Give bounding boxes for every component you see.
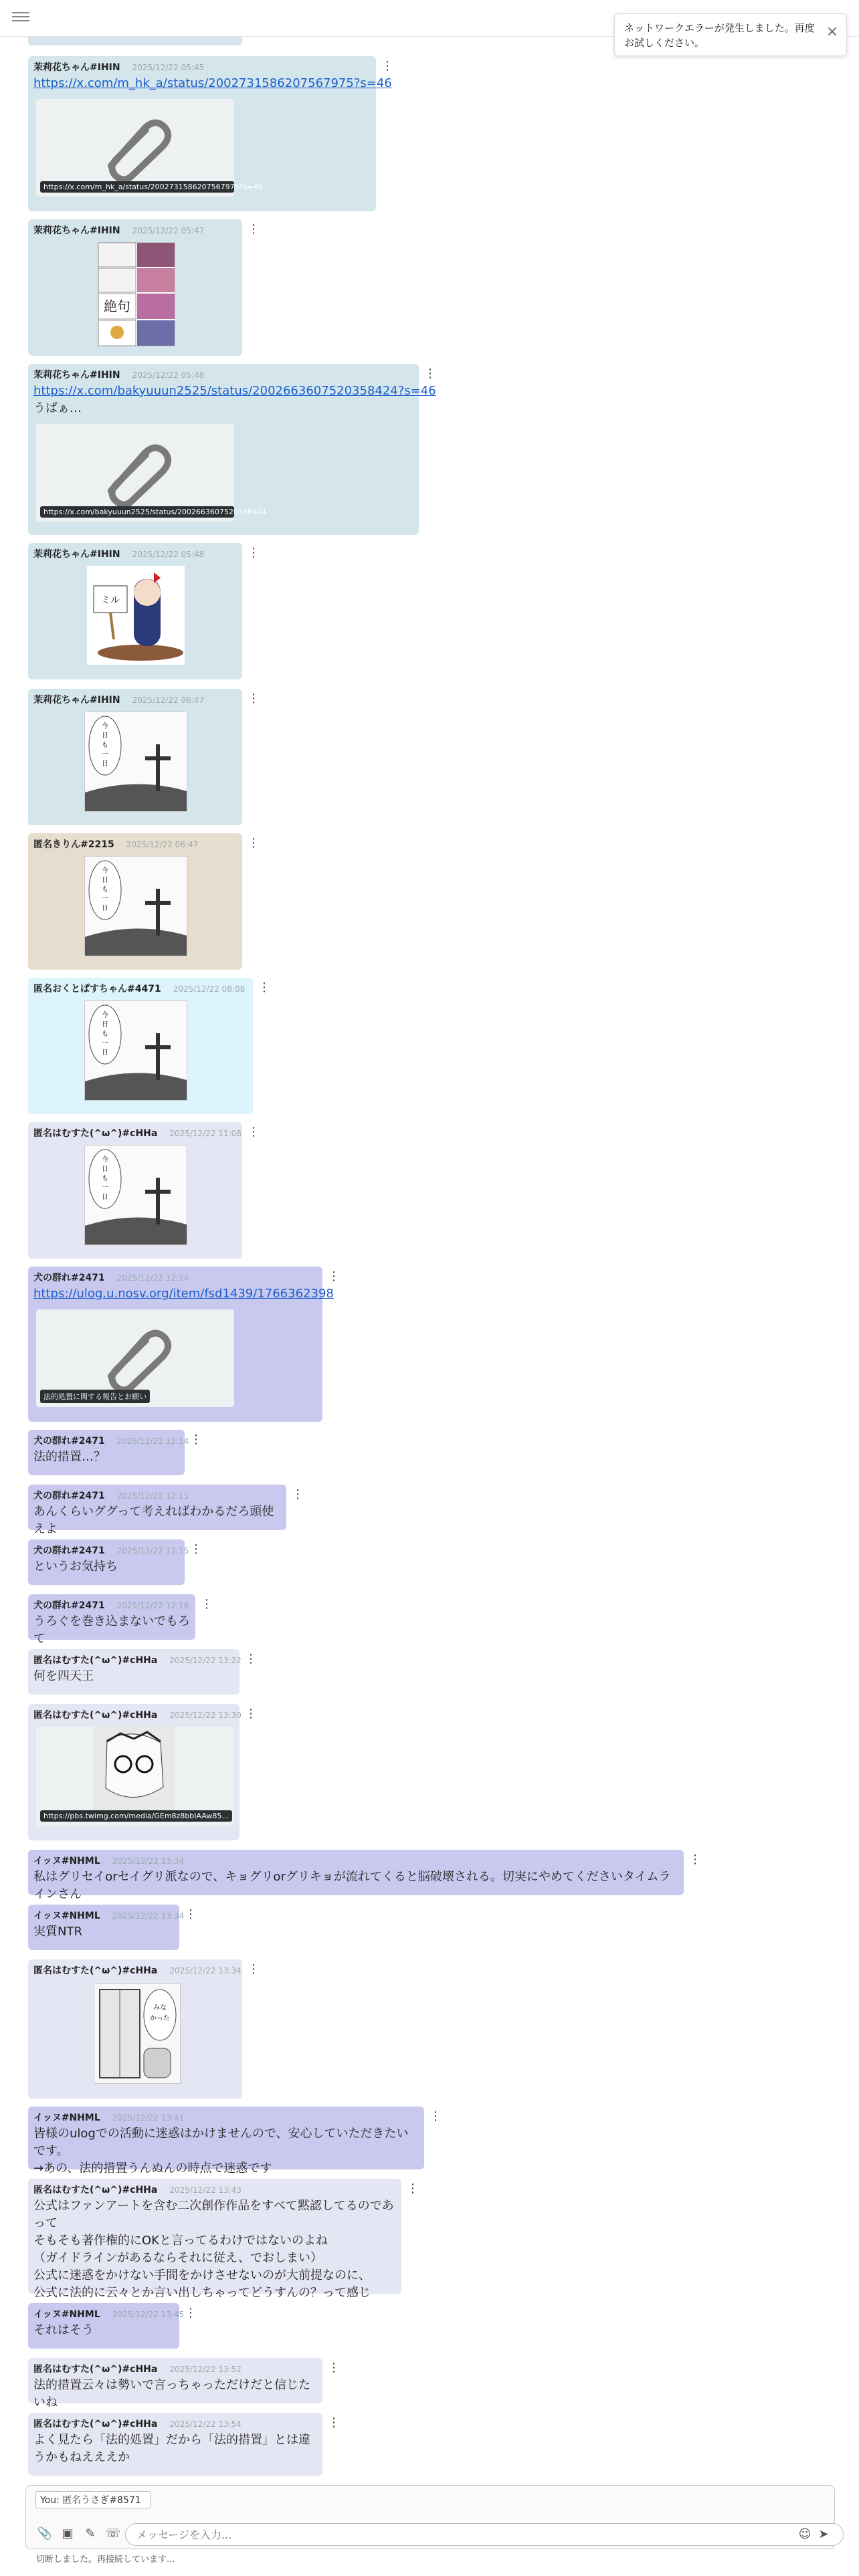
more-menu-icon[interactable]: ⋮ — [190, 1542, 202, 1556]
message-header — [33, 1489, 281, 1503]
more-menu-icon[interactable]: ⋮ — [328, 2416, 340, 2430]
grave-cross-image[interactable] — [84, 712, 187, 812]
message — [28, 2358, 340, 2409]
message-text: あんくらいググって考えればわかるだろ頭使えよ — [33, 1505, 274, 1536]
message-header — [33, 1543, 189, 1558]
message — [28, 1649, 257, 1695]
timestamp: 2025/12/22 11:08 — [169, 1129, 242, 1138]
timestamp: 2025/12/22 13:45 — [112, 2310, 185, 2319]
username: ⁡茉莉花ちゃん⁡#IHIN — [33, 370, 120, 381]
more-menu-icon[interactable]: ⋮ — [245, 1652, 257, 1666]
username: 匿名きりん#2215 — [33, 839, 114, 850]
svg-text:日: 日 — [102, 1166, 108, 1173]
more-menu-icon[interactable]: ⋮ — [190, 1432, 202, 1446]
message-header — [33, 2307, 185, 2322]
message-header — [33, 60, 371, 75]
connection-status: 切断しました。再接続しています... — [36, 2555, 175, 2565]
timestamp: 2025/12/22 06:47 — [126, 840, 199, 849]
svg-text:絶句: 絶句 — [104, 298, 130, 314]
username: 匿名はむすた(^ω^)#cHHa — [33, 1710, 158, 1721]
message-input[interactable] — [125, 2523, 844, 2546]
timestamp: 2025/12/22 12:15 — [116, 1491, 189, 1501]
svg-text:今: 今 — [102, 1012, 108, 1019]
username: 犬の群れ#2471 — [33, 1491, 105, 1501]
preview-caption: 法的処置に関する報告とお願い — [40, 1390, 150, 1403]
timestamp: 2025/12/22 05:45 — [132, 63, 205, 72]
svg-text:一: 一 — [102, 751, 108, 758]
username: 匿名はむすた(^ω^)#cHHa — [33, 1965, 158, 1976]
grave-cross-image[interactable] — [84, 1000, 187, 1101]
toast-message: ネットワークエラーが発生しました。再度お試しください。 — [624, 22, 815, 49]
message — [28, 543, 260, 679]
more-menu-icon[interactable]: ⋮ — [185, 2306, 197, 2320]
more-menu-icon[interactable]: ⋮ — [292, 1487, 304, 1501]
message — [28, 978, 270, 1114]
message — [28, 1905, 197, 1950]
manga-door-image[interactable] — [94, 1983, 181, 2084]
message-header — [33, 2111, 419, 2125]
svg-text:も: も — [102, 1031, 108, 1038]
hamburger-menu-icon[interactable] — [12, 9, 29, 24]
girl-holding-sign-image[interactable] — [87, 566, 185, 665]
username-field[interactable] — [35, 2491, 151, 2508]
timestamp: 2025/12/22 13:41 — [112, 2113, 185, 2123]
svg-text:日: 日 — [102, 905, 108, 912]
more-menu-icon[interactable]: ⋮ — [424, 366, 436, 381]
message-header — [33, 2417, 317, 2432]
message — [28, 56, 393, 211]
message-text: よく見たら「法的処置」だから「法的措置」とは違うかもねえええか — [33, 2433, 310, 2464]
message-header — [33, 1126, 242, 1141]
message — [28, 2107, 442, 2175]
more-menu-icon[interactable]: ⋮ — [248, 546, 260, 560]
message-header — [33, 2362, 317, 2377]
svg-text:日: 日 — [102, 1049, 108, 1057]
message-header — [33, 693, 237, 708]
message — [28, 2179, 419, 2300]
more-menu-icon[interactable]: ⋮ — [407, 2181, 419, 2195]
more-menu-icon[interactable]: ⋮ — [248, 1125, 260, 1139]
message — [28, 689, 260, 825]
timestamp: 2025/12/22 12:14 — [116, 1273, 189, 1283]
timestamp: 2025/12/22 12:15 — [116, 1546, 189, 1555]
preview-caption: https://x.com/m_hk_a/status/2002731586207567975?s=46 — [40, 181, 234, 193]
svg-text:みな: みな — [153, 2004, 167, 2012]
svg-text:日: 日 — [102, 732, 108, 740]
more-menu-icon[interactable]: ⋮ — [430, 2109, 442, 2123]
timestamp: 2025/12/22 05:48 — [132, 370, 205, 380]
grave-cross-image[interactable] — [84, 1145, 187, 1245]
username: 匿名はむすた(^ω^)#cHHa — [33, 2185, 158, 2195]
more-menu-icon[interactable]: ⋮ — [689, 1852, 701, 1866]
message — [28, 1959, 260, 2099]
more-menu-icon[interactable]: ⋮ — [328, 2361, 340, 2375]
message-header — [33, 1909, 185, 1923]
svg-text:日: 日 — [102, 1021, 108, 1029]
timestamp: 2025/12/22 13:54 — [169, 2420, 242, 2429]
username: 犬の群れ#2471 — [33, 1273, 105, 1283]
timestamp: 2025/12/22 06:47 — [132, 695, 205, 705]
link-preview[interactable] — [36, 1309, 234, 1407]
more-menu-icon[interactable]: ⋮ — [201, 1597, 213, 1611]
message-header — [33, 2183, 396, 2197]
message — [28, 1850, 701, 1901]
grave-cross-image[interactable] — [84, 856, 187, 956]
username: ⁡茉莉花ちゃん⁡#IHIN — [33, 62, 120, 73]
more-menu-icon[interactable]: ⋮ — [381, 59, 393, 73]
timestamp: 2025/12/22 13:34 — [112, 1911, 185, 1921]
timestamp: 2025/12/22 13:30 — [169, 1711, 242, 1720]
timestamp: 2025/12/22 13:22 — [169, 1656, 242, 1665]
message-text: 法的措置云々は勢いで言っちゃっただけだと信じたいね — [33, 2378, 310, 2409]
timestamp: 2025/12/22 13:34 — [112, 1856, 185, 1866]
message-header — [33, 1598, 190, 1613]
draw-icon[interactable]: ✎ — [85, 2527, 96, 2541]
username: 犬の群れ#2471 — [33, 1600, 105, 1611]
close-icon[interactable]: × — [826, 23, 839, 40]
svg-text:も: も — [102, 886, 108, 893]
link-preview[interactable] — [36, 99, 263, 197]
message-header — [33, 1653, 242, 1668]
timestamp: 2025/12/22 12:14 — [116, 1436, 189, 1446]
message-text: 法的措置…？ — [33, 1450, 106, 1464]
message-text: うろぐを巻き込まないでもろて — [33, 1614, 190, 1646]
more-menu-icon[interactable]: ⋮ — [248, 836, 260, 850]
username: 犬の群れ#2471 — [33, 1436, 105, 1446]
timestamp: 2025/12/22 05:47 — [132, 226, 205, 235]
message-header — [33, 1963, 242, 1978]
message-header — [33, 223, 237, 238]
preview-caption: https://x.com/bakyuuun2525/status/2002663607520358424 — [40, 506, 234, 518]
username: 犬の群れ#2471 — [33, 1545, 105, 1556]
svg-text:かった: かった — [150, 2015, 170, 2022]
message-text: 実質NTR — [33, 1925, 82, 1939]
message-header — [33, 1708, 242, 1723]
message-link[interactable]: https://x.com/m_hk_a/status/2002731586207567975?s=46 — [33, 76, 392, 90]
message-text: うぱぁ… — [33, 401, 82, 415]
message — [28, 1704, 257, 1840]
username: 匿名はむすた(^ω^)#cHHa — [33, 1655, 158, 1666]
more-menu-icon[interactable]: ⋮ — [258, 980, 270, 994]
username: イッヌ#NHML — [33, 2113, 100, 2123]
svg-text:日: 日 — [102, 760, 108, 768]
image-upload-icon[interactable]: ▣ — [62, 2527, 74, 2541]
username: イッヌ#NHML — [33, 2309, 100, 2320]
username: ⁡茉莉花ちゃん⁡#IHIN — [33, 225, 120, 236]
message-header — [33, 982, 248, 996]
more-menu-icon[interactable]: ⋮ — [248, 1962, 260, 1976]
username: イッヌ#NHML — [33, 1911, 100, 1921]
message-link[interactable]: https://ulog.u.nosv.org/item/fsd1439/1766362398 — [33, 1287, 334, 1301]
svg-text:日: 日 — [102, 1194, 108, 1201]
emoji-icon[interactable]: ☺ — [798, 2527, 812, 2541]
more-menu-icon[interactable]: ⋮ — [185, 1907, 197, 1921]
svg-text:今: 今 — [102, 723, 108, 730]
link-preview[interactable] — [36, 424, 266, 522]
paperclip-icon — [96, 114, 174, 178]
timestamp: 2025/12/22 12:16 — [116, 1601, 189, 1610]
username: ⁡匿名おくとぱすちゃん⁡#4471 — [33, 984, 161, 994]
paperclip-icon — [96, 1324, 174, 1388]
username: 匿名はむすた(^ω^)#cHHa — [33, 2419, 158, 2430]
preview-caption: https://pbs.twimg.com/media/GEm8z8bbIAAw85... — [40, 1810, 232, 1822]
timestamp: 2025/12/22 13:43 — [169, 2185, 242, 2195]
svg-text:一: 一 — [102, 895, 108, 903]
glasses-man-image[interactable] — [36, 1727, 234, 1826]
message-header — [33, 1271, 317, 1285]
more-menu-icon[interactable]: ⋮ — [248, 222, 260, 236]
svg-text:一: 一 — [102, 1040, 108, 1047]
send-icon[interactable]: ➤ — [818, 2527, 829, 2541]
message-header — [33, 837, 237, 852]
message — [28, 1594, 213, 1646]
timestamp: 2025/12/22 08:08 — [173, 984, 246, 994]
call-icon[interactable]: ☏ — [105, 2527, 121, 2541]
timestamp: 2025/12/22 05:48 — [132, 550, 205, 559]
timestamp: 2025/12/22 13:34 — [169, 1966, 242, 1975]
message — [28, 1485, 304, 1536]
error-toast — [614, 13, 847, 56]
svg-text:日: 日 — [102, 877, 108, 884]
message-text: それはそう — [33, 2323, 94, 2337]
composer — [25, 2485, 835, 2549]
message-header — [33, 368, 413, 383]
message — [28, 2303, 197, 2349]
message-header — [33, 1434, 189, 1448]
svg-text:今: 今 — [102, 1156, 108, 1164]
more-menu-icon[interactable]: ⋮ — [248, 691, 260, 706]
username: イッヌ#NHML — [33, 1856, 100, 1866]
message — [28, 364, 436, 535]
svg-text:一: 一 — [102, 1184, 108, 1192]
message — [28, 1267, 340, 1422]
username: 匿名はむすた(^ω^)#cHHa — [33, 1128, 158, 1139]
svg-text:も: も — [102, 1175, 108, 1182]
message-text: 私はグリセイorセイグリ派なので、キョグリorグリキョが流れてくると脳破壊される。切実にやめてくださいタイムラインさん — [33, 1870, 671, 1901]
svg-text:ミル: ミル — [101, 595, 120, 606]
more-menu-icon[interactable]: ⋮ — [328, 1269, 340, 1283]
message-text: 公式はファンアートを含む二次創作作品をすべて黙認してるのであって そもそも著作権的にOKと言ってるわけではないのよね （ガイドラインがあるならそれに従え、でおしまい） 公式に迷惑をかけない手間をかけさせないのが大前提なのに、 公式に法的に云々とか言い出しちゃってどうすんの？って感じ — [33, 2199, 394, 2300]
message — [28, 833, 260, 970]
message — [28, 1430, 202, 1475]
message-header — [33, 1854, 678, 1868]
username: ⁡茉莉花ちゃん⁡#IHIN — [33, 695, 120, 706]
svg-text:今: 今 — [102, 867, 108, 875]
message-text: 何を四天王 — [33, 1669, 94, 1683]
message — [28, 219, 260, 356]
message — [28, 2413, 340, 2476]
message-link[interactable]: https://x.com/bakyuuun2525/status/2002663607520358424?s=46 — [33, 384, 436, 398]
message-text: というお気持ち — [33, 1560, 118, 1574]
message — [28, 1539, 202, 1585]
timestamp: 2025/12/22 13:52 — [169, 2365, 242, 2374]
svg-text:も: も — [102, 742, 108, 749]
username: ⁡茉莉花ちゃん⁡#IHIN — [33, 549, 120, 560]
attach-icon[interactable]: 📎 — [37, 2527, 53, 2541]
username: 匿名はむすた(^ω^)#cHHa — [33, 2364, 158, 2375]
more-menu-icon[interactable]: ⋮ — [245, 1707, 257, 1721]
paperclip-icon — [96, 439, 174, 503]
message-header — [33, 547, 237, 562]
message — [28, 1122, 260, 1259]
manga-panels-image[interactable] — [98, 242, 175, 346]
message-text: 皆様のulogでの活動に迷惑はかけませんので、安心していただきたいです。 →あの、法的措置うんぬんの時点で迷惑です — [33, 2127, 409, 2175]
